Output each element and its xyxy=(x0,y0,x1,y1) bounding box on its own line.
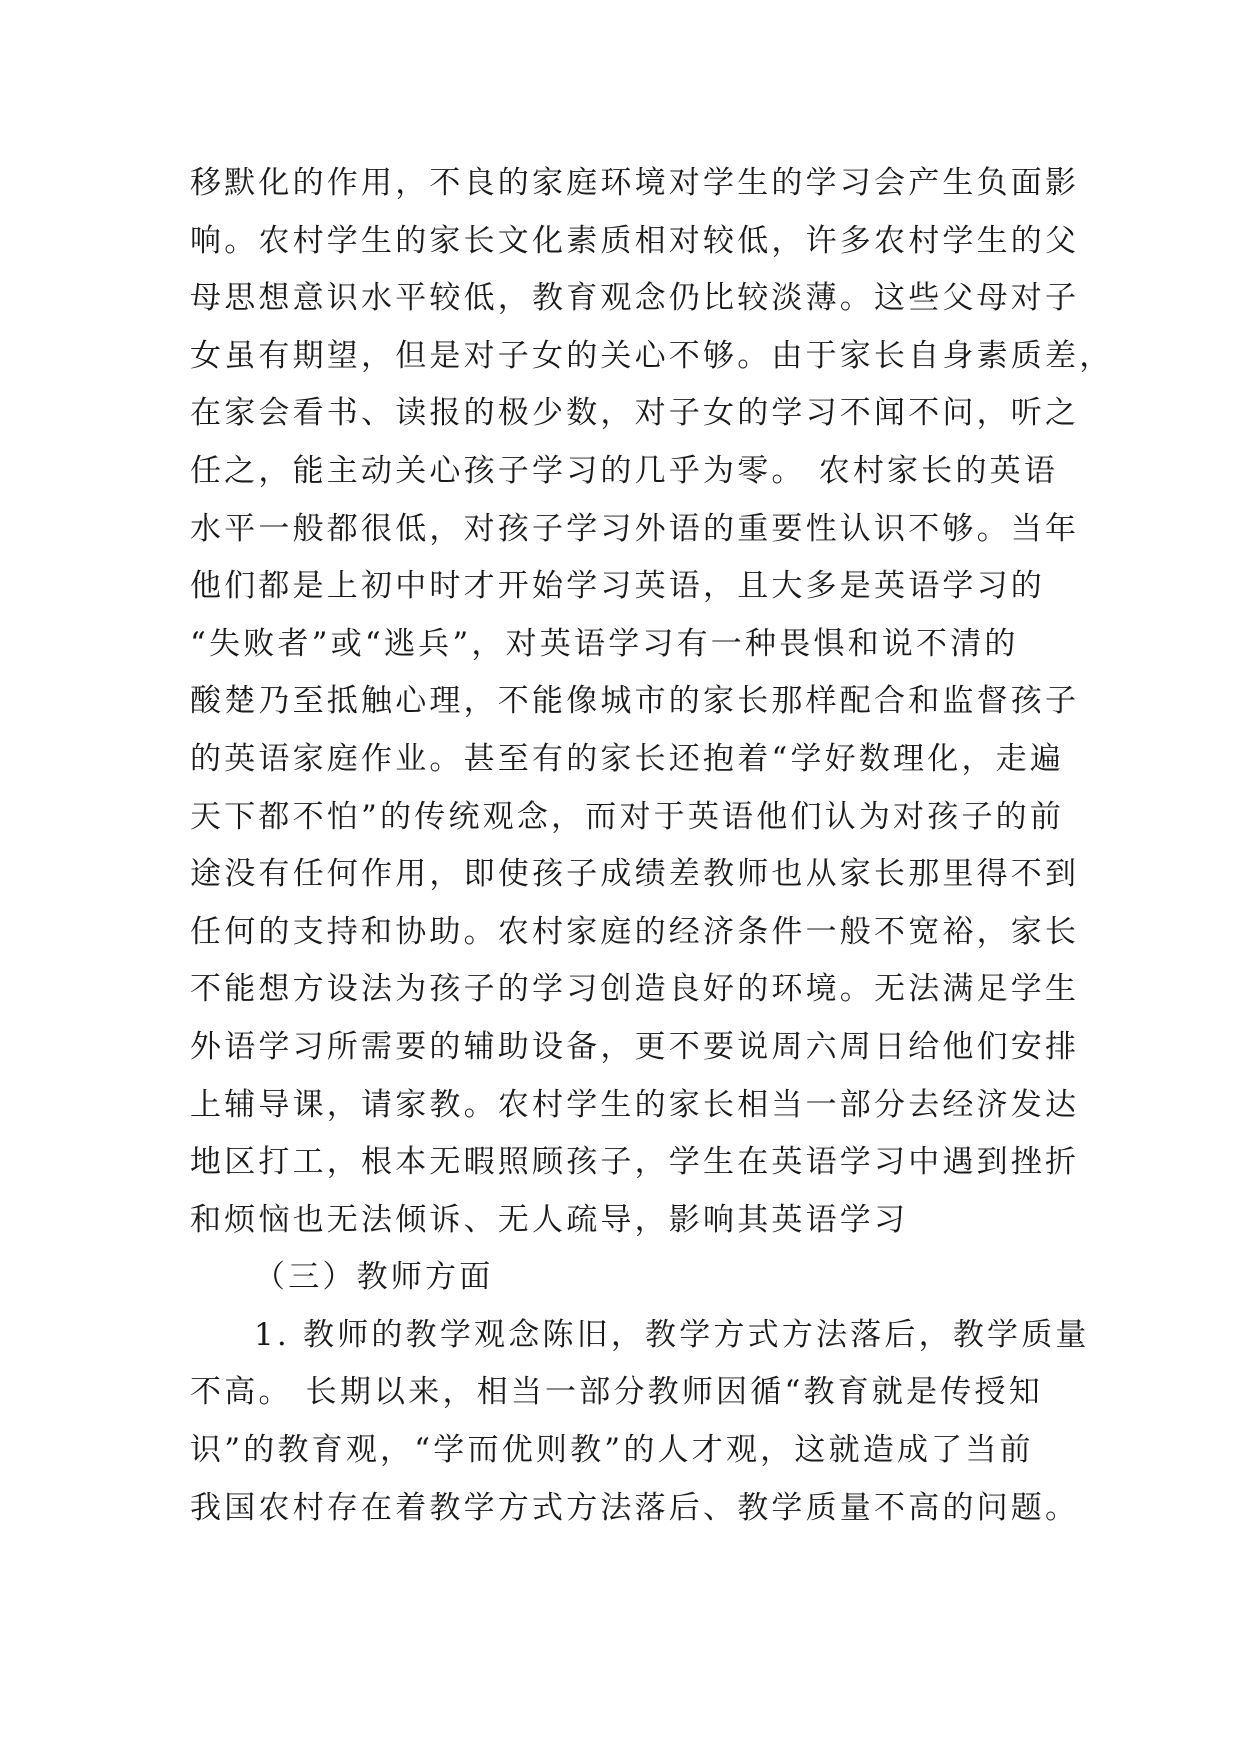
text-line: 任之，能主动关心孩子学习的几乎为零。 农村家长的英语 xyxy=(190,452,1059,489)
text-line: 和烦恼也无法倾诉、无人疏导，影响其英语学习 xyxy=(190,1201,909,1238)
text-line: 途没有任何作用，即使孩子成绩差教师也从家长那里得不到 xyxy=(190,856,1080,893)
text-line: 响。农村学生的家长文化素质相对较低，许多农村学生的父 xyxy=(190,222,1080,259)
body-text xyxy=(190,155,1114,1537)
section-heading: （三）教师方面 xyxy=(254,1259,494,1296)
text-line: 任何的支持和协助。农村家庭的经济条件一般不宽裕，家长 xyxy=(190,913,1080,950)
text-line: 他们都是上初中时才开始学习英语，且大多是英语学习的 xyxy=(190,568,1045,605)
text-line: 的英语家庭作业。甚至有的家长还抱着“学好数理化，走遍 xyxy=(190,740,1065,777)
text-line: 地区打工，根本无暇照顾孩子，学生在英语学习中遇到挫折 xyxy=(190,1144,1080,1181)
text-line: 上辅导课，请家教。农村学生的家长相当一部分去经济发达 xyxy=(190,1086,1080,1123)
text-line: “失败者”或“逃兵”，对英语学习有一种畏惧和说不清的 xyxy=(190,625,1019,662)
text-line: 天下都不怕”的传统观念，而对于英语他们认为对孩子的前 xyxy=(190,798,1065,835)
text-line: 1. 教师的教学观念陈旧，教学方式方法落后，教学质量 xyxy=(254,1316,1090,1353)
text-line: 母思想意识水平较低，教育观念仍比较淡薄。这些父母对子 xyxy=(190,280,1080,317)
text-line: 识”的教育观，“学而优则教”的人才观，这就造成了当前 xyxy=(190,1432,1034,1469)
text-line: 水平一般都很低，对孩子学习外语的重要性认识不够。当年 xyxy=(190,510,1080,547)
text-line: 女虽有期望，但是对子女的关心不够。由于家长自身素质差， xyxy=(190,337,1114,374)
text-line: 我国农村存在着教学方式方法落后、教学质量不高的问题。 xyxy=(190,1489,1080,1526)
text-line: 外语学习所需要的辅助设备，更不要说周六周日给他们安排 xyxy=(190,1028,1080,1065)
text-line: 在家会看书、读报的极少数，对子女的学习不闻不问，听之 xyxy=(190,395,1080,432)
text-line: 不能想方设法为孩子的学习创造良好的环境。无法满足学生 xyxy=(190,971,1080,1008)
text-line: 不高。 长期以来，相当一部分教师因循“教育就是传授知 xyxy=(190,1374,1043,1411)
text-line: 酸楚乃至抵触心理，不能像城市的家长那样配合和监督孩子 xyxy=(190,683,1080,720)
text-line: 移默化的作用，不良的家庭环境对学生的学习会产生负面影 xyxy=(190,165,1080,201)
